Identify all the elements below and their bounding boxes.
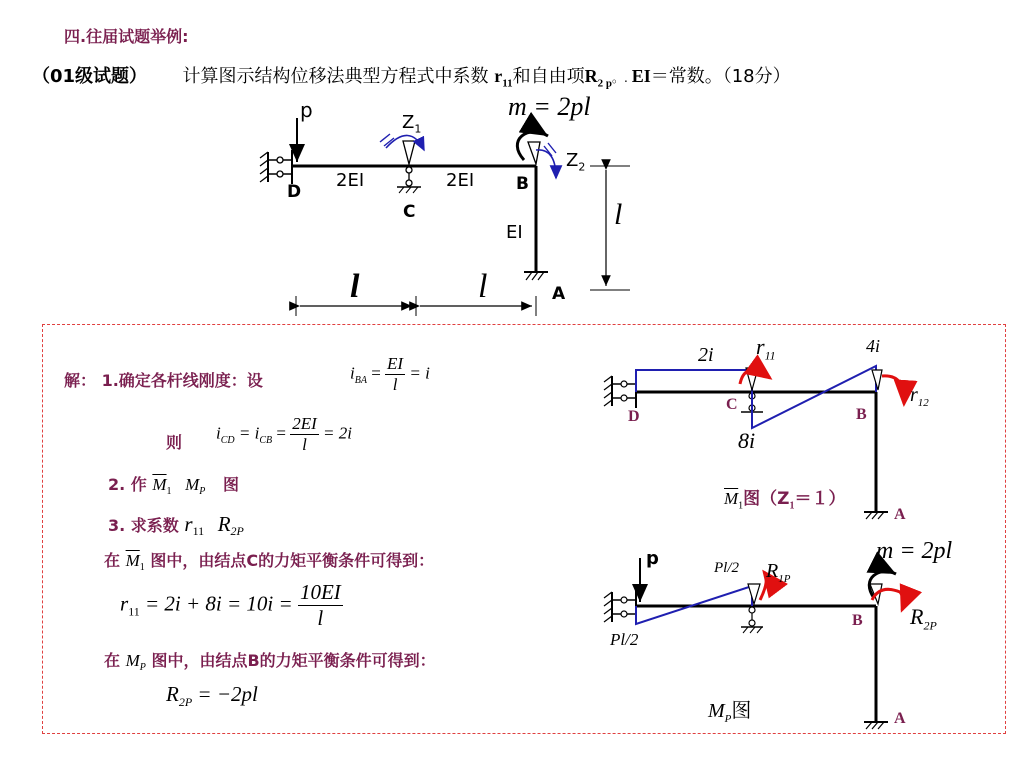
node-C-label: C (403, 202, 416, 222)
m1-node-B: B (856, 406, 867, 423)
question-EI: EI (631, 66, 651, 86)
ei-left-label: 2EI (336, 170, 365, 191)
question-r11-sub: 11 (502, 77, 513, 90)
node-B-label: B (516, 174, 529, 194)
then-label: 则 (166, 433, 183, 452)
node-A-label: A (552, 284, 566, 304)
m1-balance-line: 在 $\overline{M}_1$ 图中，由结点C的力矩平衡条件可得到： (104, 551, 435, 574)
mp-pl2-top: Pl/2 (714, 560, 739, 576)
mp-load-p-label: p (646, 548, 659, 569)
m1-value-4i: 4i (866, 336, 881, 356)
m1-node-A: A (894, 506, 906, 523)
mp-caption: $M_P$图 (708, 698, 752, 725)
question-R2p-sub: 2 p (597, 77, 613, 90)
question-text-d: ＝常数。（18分） (650, 66, 791, 87)
mp-support-D (604, 590, 636, 624)
eq1: $i_{BA}$ = $\frac{EI}{l}$ = i (350, 354, 430, 394)
step2-line: 2. 作 $\overline{M}_1$ $M_P$ 图 (108, 475, 239, 498)
question-R2p: R (584, 66, 598, 86)
eq4: $R_{2P} = -2pl$ (166, 682, 258, 710)
mp-clamp-C-icon (748, 584, 760, 604)
mp-moment-m-label: m = 2pl (876, 538, 953, 564)
section-title: 四.往届试题举例: (64, 27, 189, 46)
m1-caption: $\overline{M}_1$图$(Z_1=1)$ (724, 489, 846, 512)
mp-balance-line: 在 $M_P$ 图中，由结点B的力矩平衡条件可得到： (104, 651, 436, 674)
z1-label: $Z_1$ (402, 112, 422, 136)
mp-node-B: B (852, 612, 863, 629)
question-r11: r (494, 66, 503, 86)
dim-h2-label: l (478, 268, 488, 305)
load-p-label: p (300, 98, 313, 122)
z2-label: $Z_2$ (566, 150, 586, 174)
dim-vertical-label: l (614, 198, 623, 231)
mp-R2P-label: $R_{2P}$ (910, 604, 937, 633)
node-D-label: D (287, 182, 302, 202)
ei-right-label: 2EI (446, 170, 475, 191)
dim-h1-label: l (350, 268, 360, 305)
m1-r12-label: $r_{12}$ (910, 384, 929, 409)
mp-pl2-bottom: Pl/2 (610, 630, 639, 649)
step3-line: 3. 求系数 $r_{11}$ $R_{2P}$ (108, 512, 244, 539)
m1-node-D: D (628, 408, 640, 425)
ei-column-label: EI (506, 222, 523, 243)
question-tag: （01级试题） (32, 66, 148, 87)
question-text-b: 和自由项 (512, 66, 585, 87)
moment-m-label: m = 2pl (508, 92, 591, 121)
mp-R1P-label: $R_{1P}$ (766, 560, 791, 585)
mp-support-A (864, 722, 888, 729)
m1-value-2i: 2i (698, 344, 714, 366)
question-text-a: 计算图示结构位移法典型方程式中系数 (182, 66, 495, 87)
mp-node-A: A (894, 710, 906, 727)
m1-r11-label: $r_{11}$ (756, 334, 776, 363)
m1-node-C: C (726, 396, 738, 413)
eq2: $i_{CD} = i_{CB}$ = $\frac{2EI}{l}$ = 2i (216, 414, 352, 454)
step1-label: 解： 1.确定各杆线刚度：设 (64, 371, 263, 390)
m1-value-8i: 8i (738, 428, 756, 453)
question-text-c: 。. (612, 71, 632, 85)
mp-support-C (741, 607, 763, 633)
eq3: $r_{11} = 2i + 8i = 10i$ = $\frac{10EI}{l}$ (120, 580, 341, 630)
